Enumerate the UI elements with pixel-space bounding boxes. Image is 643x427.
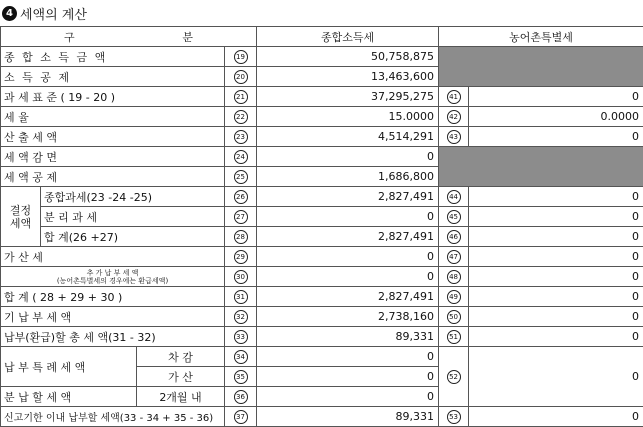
line-number: 21 <box>234 90 248 104</box>
line-number: 27 <box>234 210 248 224</box>
income-tax-value: 50,758,875 <box>257 47 439 67</box>
row-19 <box>1 47 643 67</box>
rural-tax-value: 0 <box>469 267 643 287</box>
tax-calculation-table <box>0 26 643 427</box>
line-number: 28 <box>234 230 248 244</box>
row-30 <box>1 267 643 287</box>
line-number: 30 <box>234 270 248 284</box>
line-number: 22 <box>234 110 248 124</box>
line-number: 37 <box>234 410 248 424</box>
income-tax-value: 37,295,275 <box>257 87 439 107</box>
line-number: 50 <box>447 310 461 324</box>
row-24 <box>1 147 643 167</box>
line-number: 46 <box>447 230 461 244</box>
line-number: 44 <box>447 190 461 204</box>
income-tax-value: 0 <box>257 387 439 407</box>
line-number: 25 <box>234 170 248 184</box>
line-number: 53 <box>447 410 461 424</box>
row-label: 소 득 공 제 <box>1 67 225 87</box>
row-32 <box>1 307 643 327</box>
row-33 <box>1 327 643 347</box>
row-label: 신고기한 이내 납부할 세액(33 - 34 + 35 - 36) <box>1 407 225 427</box>
row-34 <box>1 347 643 367</box>
line-number: 32 <box>234 310 248 324</box>
special-tax-label: 납 부 특 례 세 액 <box>1 347 137 387</box>
rural-tax-value: 0 <box>469 307 643 327</box>
row-27 <box>1 207 643 227</box>
income-tax-value: 15.0000 <box>257 107 439 127</box>
income-tax-value: 89,331 <box>257 407 439 427</box>
line-number: 41 <box>447 90 461 104</box>
rural-tax-value: 0 <box>469 87 643 107</box>
header-row <box>1 27 643 47</box>
line-number: 45 <box>447 210 461 224</box>
row-21 <box>1 87 643 107</box>
line-number: 31 <box>234 290 248 304</box>
rural-tax-value: 0.0000 <box>469 107 643 127</box>
rural-tax-value: 0 <box>469 127 643 147</box>
income-tax-value: 4,514,291 <box>257 127 439 147</box>
row-label-additional: 추 가 납 부 세 액 (농어촌특별세의 경우에는 환급세액) <box>1 267 225 287</box>
row-label: 기 납 부 세 액 <box>1 307 225 327</box>
row-label: 분 리 과 세 <box>41 207 225 227</box>
income-tax-value: 0 <box>257 207 439 227</box>
line-number: 51 <box>447 330 461 344</box>
income-tax-value: 0 <box>257 347 439 367</box>
line-number: 19 <box>234 50 248 64</box>
row-label: 합 계(26 +27) <box>41 227 225 247</box>
section-number-badge: 4 <box>2 6 17 21</box>
row-31 <box>1 287 643 307</box>
line-number: 29 <box>234 250 248 264</box>
line-number: 33 <box>234 330 248 344</box>
row-37 <box>1 407 643 427</box>
header-category: 구 분 <box>1 27 257 47</box>
row-label: 가 산 <box>137 367 225 387</box>
decision-tax-group-label: 결정 세액 <box>1 187 41 247</box>
rural-tax-value: 0 <box>469 347 643 407</box>
line-number: 48 <box>447 270 461 284</box>
line-number: 42 <box>447 110 461 124</box>
rural-tax-value: 0 <box>469 287 643 307</box>
row-label: 세 액 감 면 <box>1 147 225 167</box>
row-label: 종 합 소 득 금 액 <box>1 47 225 67</box>
income-tax-value: 13,463,600 <box>257 67 439 87</box>
section-title <box>2 2 87 24</box>
income-tax-value: 2,827,491 <box>257 187 439 207</box>
row-26 <box>1 187 643 207</box>
shaded-cell <box>439 47 643 87</box>
header-rural-tax: 농어촌특별세 <box>439 27 643 47</box>
line-number: 26 <box>234 190 248 204</box>
header-income-tax: 종합소득세 <box>257 27 439 47</box>
shaded-cell <box>439 147 643 187</box>
row-29 <box>1 247 643 267</box>
row-label: 차 감 <box>137 347 225 367</box>
row-label: 가 산 세 <box>1 247 225 267</box>
income-tax-value: 0 <box>257 147 439 167</box>
rural-tax-value: 0 <box>469 407 643 427</box>
rural-tax-value: 0 <box>469 327 643 347</box>
income-tax-value: 0 <box>257 367 439 387</box>
line-number: 24 <box>234 150 248 164</box>
rural-tax-value: 0 <box>469 207 643 227</box>
row-label: 종합과세(23 -24 -25) <box>41 187 225 207</box>
income-tax-value: 2,827,491 <box>257 287 439 307</box>
line-number: 35 <box>234 370 248 384</box>
row-28 <box>1 227 643 247</box>
row-22 <box>1 107 643 127</box>
row-label: 분 납 할 세 액 <box>1 387 137 407</box>
row-label: 납부(환급)할 총 세 액(31 - 32) <box>1 327 225 347</box>
line-number: 34 <box>234 350 248 364</box>
row-label: 합 계 ( 28 + 29 + 30 ) <box>1 287 225 307</box>
line-number: 36 <box>234 390 248 404</box>
line-number: 43 <box>447 130 461 144</box>
income-tax-value: 2,827,491 <box>257 227 439 247</box>
row-label: 세 율 <box>1 107 225 127</box>
row-label: 산 출 세 액 <box>1 127 225 147</box>
row-23 <box>1 127 643 147</box>
income-tax-value: 2,738,160 <box>257 307 439 327</box>
line-number: 52 <box>447 370 461 384</box>
section-title-text: 세액의 계산 <box>20 4 87 23</box>
line-number: 47 <box>447 250 461 264</box>
line-number: 20 <box>234 70 248 84</box>
rural-tax-value: 0 <box>469 247 643 267</box>
line-number: 23 <box>234 130 248 144</box>
line-number: 49 <box>447 290 461 304</box>
income-tax-value: 0 <box>257 247 439 267</box>
rural-tax-value: 0 <box>469 227 643 247</box>
income-tax-value: 1,686,800 <box>257 167 439 187</box>
income-tax-value: 89,331 <box>257 327 439 347</box>
income-tax-value: 0 <box>257 267 439 287</box>
row-sublabel: 2개월 내 <box>137 387 225 407</box>
rural-tax-value: 0 <box>469 187 643 207</box>
row-label: 세 액 공 제 <box>1 167 225 187</box>
row-label: 과 세 표 준 ( 19 - 20 ) <box>1 87 225 107</box>
